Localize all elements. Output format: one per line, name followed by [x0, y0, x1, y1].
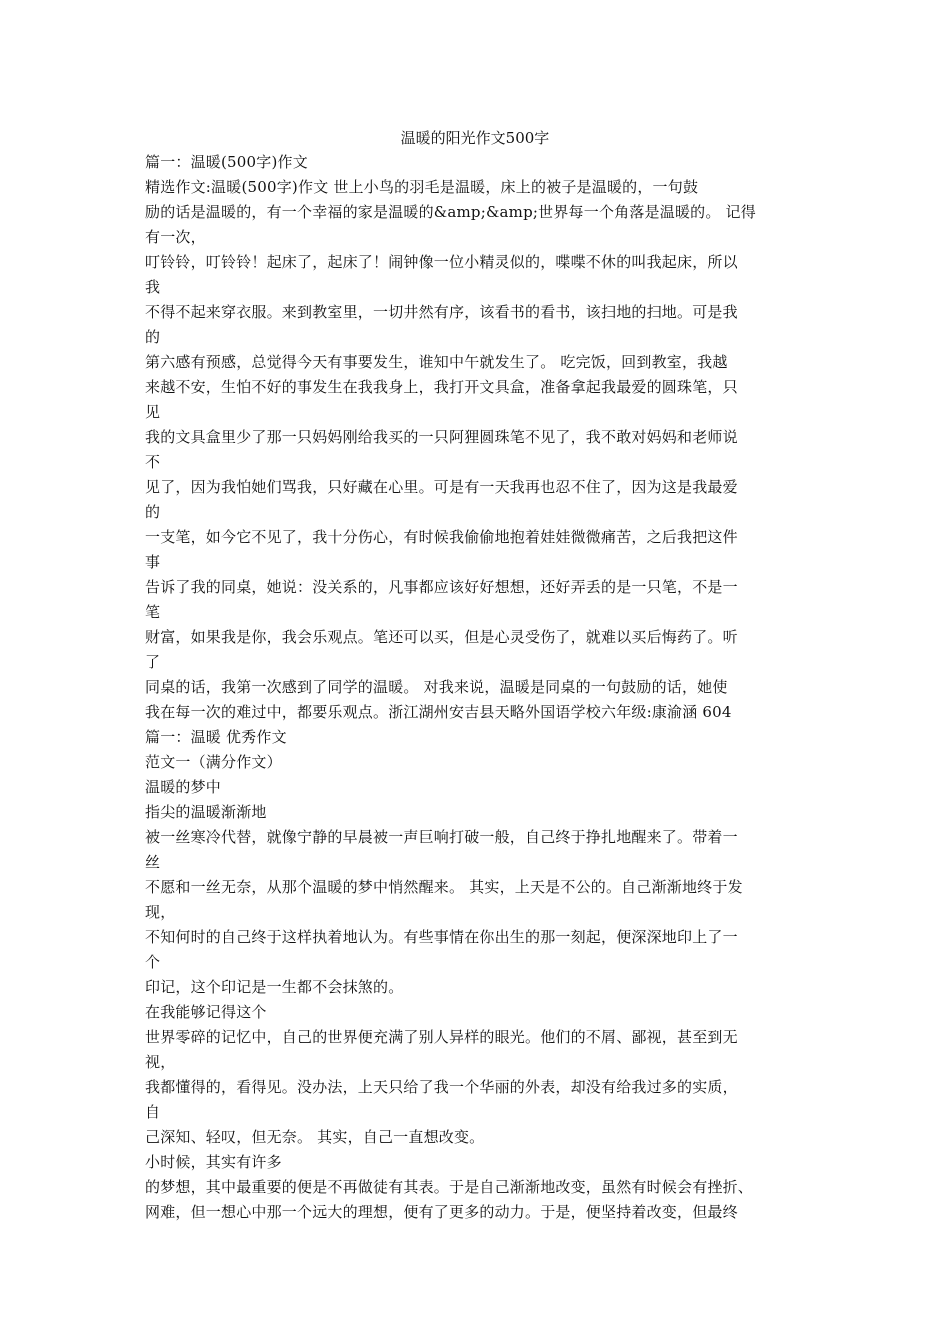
text-line: 第六感有预感，总觉得今天有事要发生，谁知中午就发生了。 吃完饭，回到教室，我越 [145, 353, 728, 371]
text-line: 不 [145, 453, 161, 471]
text-line: 有一次， [145, 228, 206, 246]
text-line: 在我能够记得这个 [145, 1003, 267, 1021]
text-line: 一支笔，如今它不见了，我十分伤心，有时候我偷偷地抱着娃娃微微痛苦，之后我把这件 [145, 528, 738, 546]
document-body [145, 150, 810, 1225]
text-line: 见 [145, 403, 161, 421]
text-line: 同桌的话，我第一次感到了同学的温暖。 对我来说，温暖是同桌的一句鼓励的话，她使 [145, 678, 728, 696]
text-line: 不愿和一丝无奈，从那个温暖的梦中悄然醒来。 其实，上天是不公的。自己渐渐地终于发 [145, 878, 743, 896]
text-line: 我的文具盒里少了那一只妈妈刚给我买的一只阿狸圆珠笔不见了，我不敢对妈妈和老师说 [145, 428, 738, 446]
text-line: 我 [145, 278, 161, 296]
text-line: 篇一：温暖(500字)作文 [145, 153, 308, 171]
text-line: 我都懂得的，看得见。没办法，上天只给了我一个华丽的外表，却没有给我过多的实质， [145, 1078, 738, 1096]
text-line: 精选作文:温暖(500字)作文 世上小鸟的羽毛是温暖，床上的被子是温暖的，一句鼓 [145, 178, 699, 196]
text-line: 的梦想，其中最重要的便是不再做徒有其表。于是自己渐渐地改变，虽然有时候会有挫折、 [145, 1178, 754, 1196]
text-line: 丝 [145, 853, 161, 871]
text-line: 财富，如果我是你，我会乐观点。笔还可以买，但是心灵受伤了，就难以买后悔药了。听 [145, 628, 738, 646]
text-line: 小时候，其实有许多 [145, 1153, 282, 1171]
text-line: 篇一：温暖 优秀作文 [145, 728, 287, 746]
text-line: 网难，但一想心中那一个远大的理想，便有了更多的动力。于是，便坚持着改变，但最终 [145, 1203, 738, 1221]
text-line: 了 [145, 653, 161, 671]
text-line: 范文一（满分作文） [145, 753, 282, 771]
text-line: 事 [145, 553, 161, 571]
text-line: 世界零碎的记忆中，自己的世界便充满了别人异样的眼光。他们的不屑、鄙视，甚至到无 [145, 1028, 738, 1046]
text-line: 个 [145, 953, 161, 971]
text-line: 笔 [145, 603, 161, 621]
text-line: 告诉了我的同桌，她说：没关系的，凡事都应该好好想想，还好弄丢的是一只笔，不是一 [145, 578, 738, 596]
text-line: 自 [145, 1103, 161, 1121]
text-line: 被一丝寒冷代替，就像宁静的早晨被一声巨响打破一般，自己终于挣扎地醒来了。带着一 [145, 828, 738, 846]
text-line: 来越不安，生怕不好的事发生在我我身上，我打开文具盒，准备拿起我最爱的圆珠笔，只 [145, 378, 738, 396]
text-line: 现， [145, 903, 176, 921]
text-line: 己深知、轻叹，但无奈。 其实，自己一直想改变。 [145, 1128, 485, 1146]
text-line: 视， [145, 1053, 176, 1071]
text-line: 的 [145, 328, 161, 346]
text-line: 见了，因为我怕她们骂我，只好藏在心里。可是有一天我再也忍不住了，因为这是我最爱 [145, 478, 738, 496]
text-line: 印记，这个印记是一生都不会抹煞的。 [145, 978, 404, 996]
text-line: 不得不起来穿衣服。来到教室里，一切井然有序，该看书的看书，该扫地的扫地。可是我 [145, 303, 738, 321]
text-line: 我在每一次的难过中，都要乐观点。浙江湖州安吉县天略外国语学校六年级:康渝涵 604 [145, 703, 732, 721]
text-line: 励的话是温暖的，有一个幸福的家是温暖的&amp;&amp;世界每一个角落是温暖的。 记得 [145, 203, 756, 221]
text-line: 的 [145, 503, 161, 521]
text-line: 不知何时的自己终于这样执着地认为。有些事情在你出生的那一刻起，便深深地印上了一 [145, 928, 738, 946]
text-line: 温暖的梦中 [145, 778, 222, 796]
text-line: 叮铃铃，叮铃铃！起床了，起床了！闹钟像一位小精灵似的，喋喋不休的叫我起床，所以 [145, 253, 738, 271]
document-title: 温暖的阳光作文500字 [400, 129, 550, 147]
text-line: 指尖的温暖渐渐地 [145, 803, 267, 821]
